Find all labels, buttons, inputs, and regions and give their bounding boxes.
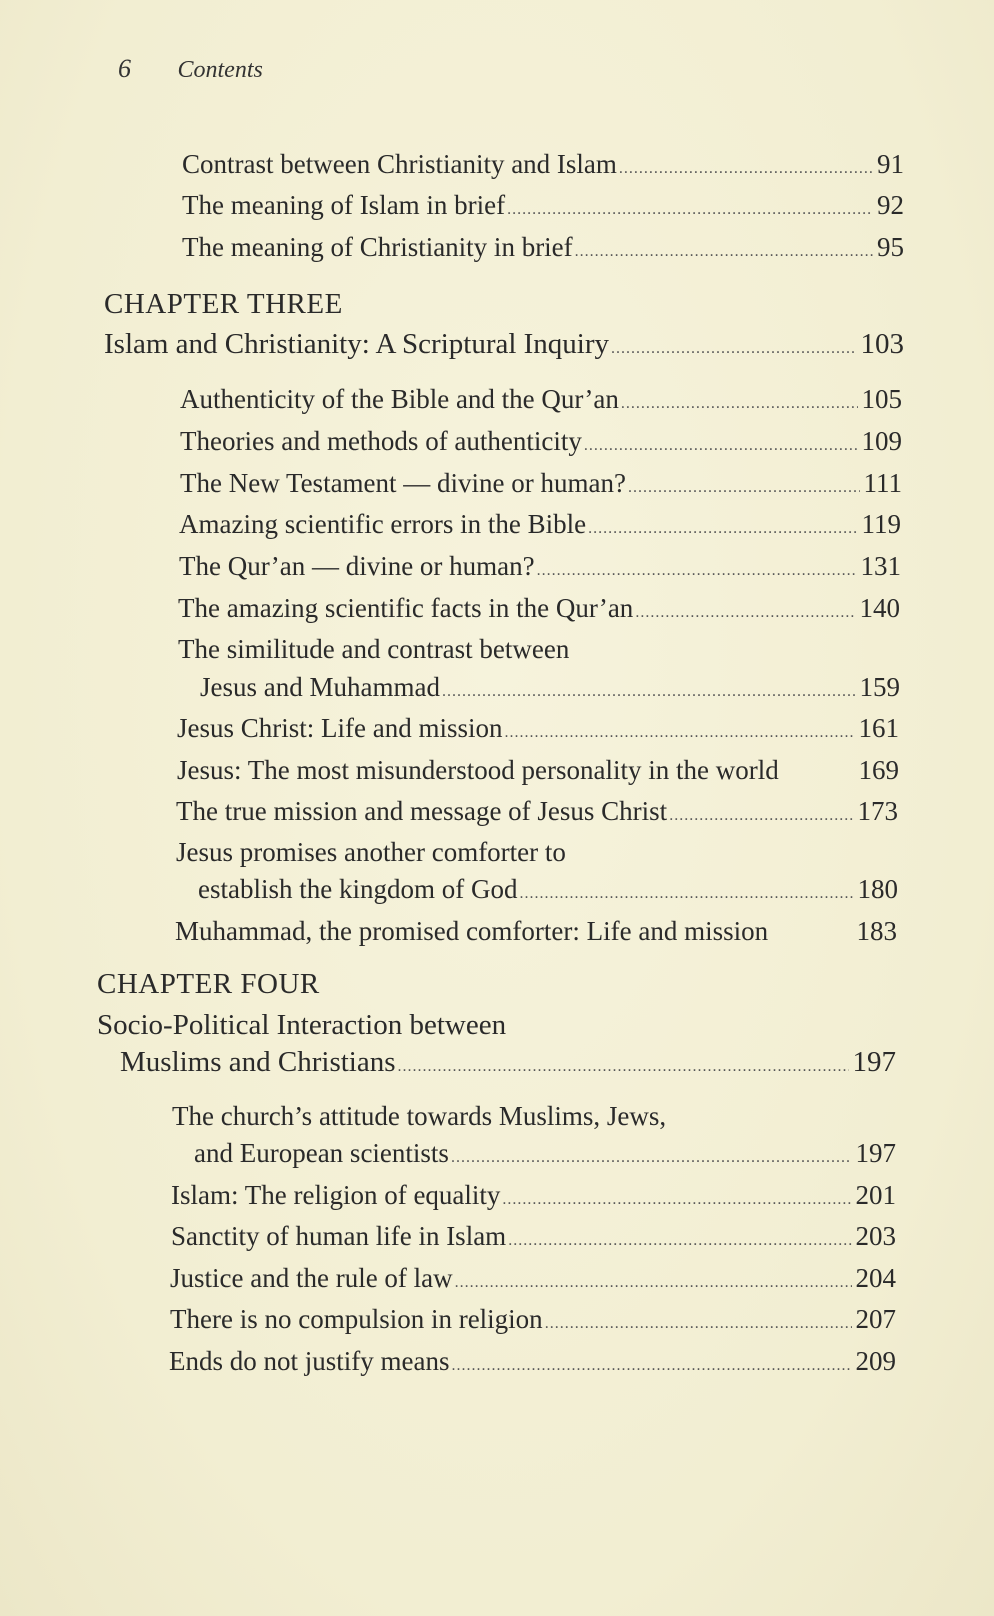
toc-page: 105 (861, 384, 902, 414)
toc-page: 111 (863, 468, 902, 498)
toc-page: 204 (855, 1263, 896, 1293)
toc-entry: Justice and the rule of law ..... 204 (170, 1260, 896, 1301)
toc-entry: Islam: The religion of equality ..... 201 (171, 1177, 896, 1218)
toc-entry: The Qur’an — divine or human? ..... 131 (179, 548, 901, 589)
toc-entry: and European scientists ..... 197 (194, 1135, 896, 1176)
toc-page: 197 (852, 1046, 896, 1078)
toc-page: 173 (857, 796, 898, 826)
toc-page: 140 (859, 593, 900, 623)
toc-entry: Theories and methods of authenticity ..... 109 (180, 423, 902, 464)
toc-page: 201 (855, 1180, 896, 1210)
toc-page: 109 (861, 426, 902, 456)
toc-page: 91 (877, 149, 904, 179)
chapter-title: Muslims and Christians ..... 197 (120, 1044, 896, 1085)
toc-page: 103 (860, 328, 904, 360)
toc-entry: Jesus: The most misunderstood personality in the world 169 (177, 752, 899, 788)
toc-entry: The meaning of Islam in brief ..... 92 (182, 187, 904, 228)
chapter-title: Islam and Christianity: A Scriptural Inquiry ..... 103 (104, 326, 904, 367)
toc-entry: The amazing scientific facts in the Qur’an ..... 140 (178, 590, 900, 631)
toc-page: 119 (861, 509, 901, 539)
toc-page: 183 (856, 916, 897, 946)
toc-entry: The New Testament — divine or human? ..... 111 (180, 465, 902, 506)
toc-entry: Sanctity of human life in Islam ..... 203 (171, 1218, 896, 1259)
toc-page: 131 (860, 551, 901, 581)
toc-page: 169 (858, 755, 899, 785)
toc-entry: There is no compulsion in religion ..... 207 (170, 1301, 896, 1342)
toc-entry: The meaning of Christianity in brief ..... 95 (182, 229, 904, 270)
toc-entry-line1: The church’s attitude towards Muslims, Jews, (172, 1101, 667, 1131)
running-title: Contents (177, 57, 263, 83)
toc-page: 161 (858, 713, 899, 743)
toc-page: 92 (877, 190, 904, 220)
toc-entry: Ends do not justify means ..... 209 (169, 1343, 896, 1384)
toc-entry: Muhammad, the promised comforter: Life and mission 183 (175, 913, 897, 949)
toc-page: 209 (855, 1346, 896, 1376)
toc-entry: Jesus Christ: Life and mission ..... 161 (177, 710, 899, 751)
toc-entry-line1: The similitude and contrast between (178, 634, 570, 664)
running-header (118, 54, 263, 84)
toc-entry: establish the kingdom of God ..... 180 (198, 871, 898, 912)
toc-entry: Authenticity of the Bible and the Qur’an ..... 105 (180, 381, 902, 422)
chapter-label: CHAPTER FOUR (97, 968, 320, 1000)
toc-entry: Jesus and Muhammad ..... 159 (200, 669, 900, 710)
toc-page: 180 (857, 874, 898, 904)
toc-entry: Amazing scientific errors in the Bible ..... 119 (179, 506, 901, 547)
toc-page: 203 (855, 1221, 896, 1251)
toc-page: 207 (855, 1304, 896, 1334)
toc-entry-line1: Jesus promises another comforter to (176, 837, 566, 867)
chapter-title-line1: Socio-Political Interaction between (97, 1009, 507, 1041)
toc-page: 197 (855, 1138, 896, 1168)
toc-page: 159 (859, 672, 900, 702)
page-number: 6 (118, 54, 131, 83)
toc-entry: The true mission and message of Jesus Christ ..... 173 (176, 793, 898, 834)
chapter-label: CHAPTER THREE (104, 288, 343, 320)
toc-page: 95 (877, 232, 904, 262)
toc-entry: Contrast between Christianity and Islam ..... 91 (182, 146, 904, 187)
